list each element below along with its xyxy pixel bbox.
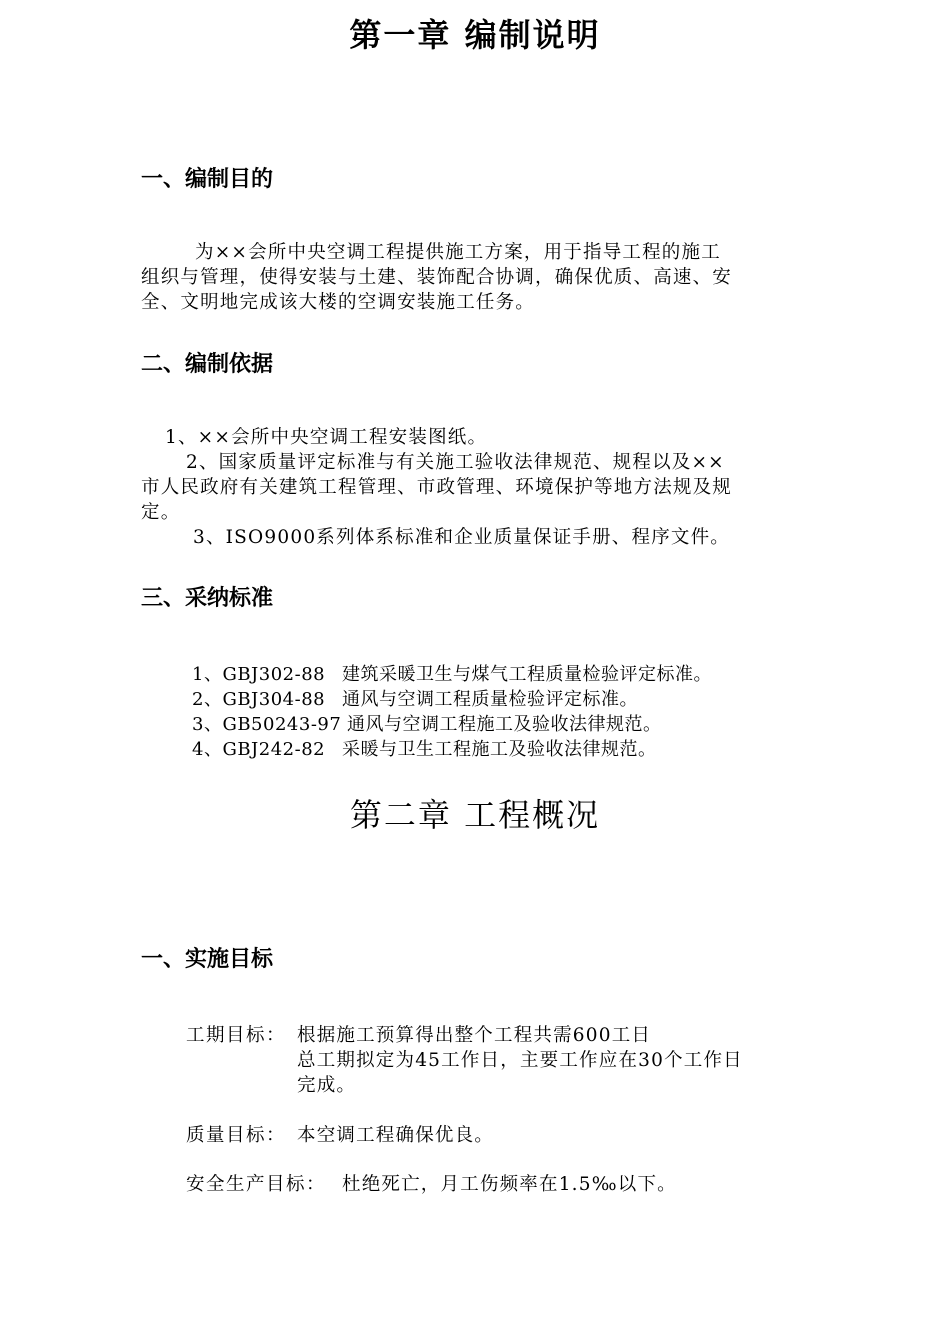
section-heading-basis: 二、编制依据 <box>141 352 274 377</box>
goal-text-schedule-line-2: 总工期拟定为45工作日，主要工作应在30个工作日 <box>297 1050 743 1071</box>
goal-text-schedule-line-3: 完成。 <box>297 1075 357 1096</box>
standard-code: 3、GB50243-97 <box>192 714 342 735</box>
purpose-line-1: 为××会所中央空调工程提供施工方案，用于指导工程的施工 <box>195 242 721 263</box>
basis-item-2-line-2: 市人民政府有关建筑工程管理、市政管理、环境保护等地方法规及规 <box>141 477 733 498</box>
chapter-1-title: 第一章 编制说明 <box>349 16 601 54</box>
basis-item-1: 1、××会所中央空调工程安装图纸。 <box>165 427 488 448</box>
standard-desc: 通风与空调工程施工及验收法律规范。 <box>347 714 662 735</box>
basis-item-2-line-3: 定。 <box>141 502 181 523</box>
purpose-line-3: 全、文明地完成该大楼的空调安装施工任务。 <box>141 292 536 313</box>
standard-desc: 建筑采暖卫生与煤气工程质量检验评定标准。 <box>342 664 712 685</box>
standard-code: 1、GBJ302-88 <box>192 664 326 685</box>
section-heading-goals: 一、实施目标 <box>141 947 274 972</box>
goal-text-quality: 本空调工程确保优良。 <box>297 1125 495 1146</box>
section-heading-purpose: 一、编制目的 <box>141 167 274 192</box>
section-heading-standards: 三、采纳标准 <box>141 586 274 611</box>
goal-text-schedule-line-1: 根据施工预算得出整个工程共需600工日 <box>297 1025 652 1046</box>
goal-label-safety: 安全生产目标： <box>186 1174 327 1195</box>
goal-text-safety: 杜绝死亡，月工伤频率在1.5‰以下。 <box>342 1174 677 1195</box>
standard-item <box>192 735 657 761</box>
standard-desc: 采暖与卫生工程施工及验收法律规范。 <box>342 739 657 760</box>
standard-item <box>192 660 712 686</box>
standard-code: 2、GBJ304-88 <box>192 689 326 710</box>
standard-item <box>192 685 638 711</box>
goal-label-quality: 质量目标： <box>186 1125 287 1146</box>
basis-item-2-line-1: 2、国家质量评定标准与有关施工验收法律规范、规程以及×× <box>186 452 725 473</box>
standard-item <box>192 710 662 736</box>
standard-code: 4、GBJ242-82 <box>192 739 326 760</box>
basis-item-3: 3、ISO9000系列体系标准和企业质量保证手册、程序文件。 <box>193 527 731 548</box>
purpose-line-2: 组织与管理，使得安装与土建、装饰配合协调，确保优质、高速、安 <box>141 267 733 288</box>
chapter-2-title: 第二章 工程概况 <box>349 796 601 834</box>
standard-desc: 通风与空调工程质量检验评定标准。 <box>342 689 638 710</box>
goal-label-schedule: 工期目标： <box>186 1025 287 1046</box>
